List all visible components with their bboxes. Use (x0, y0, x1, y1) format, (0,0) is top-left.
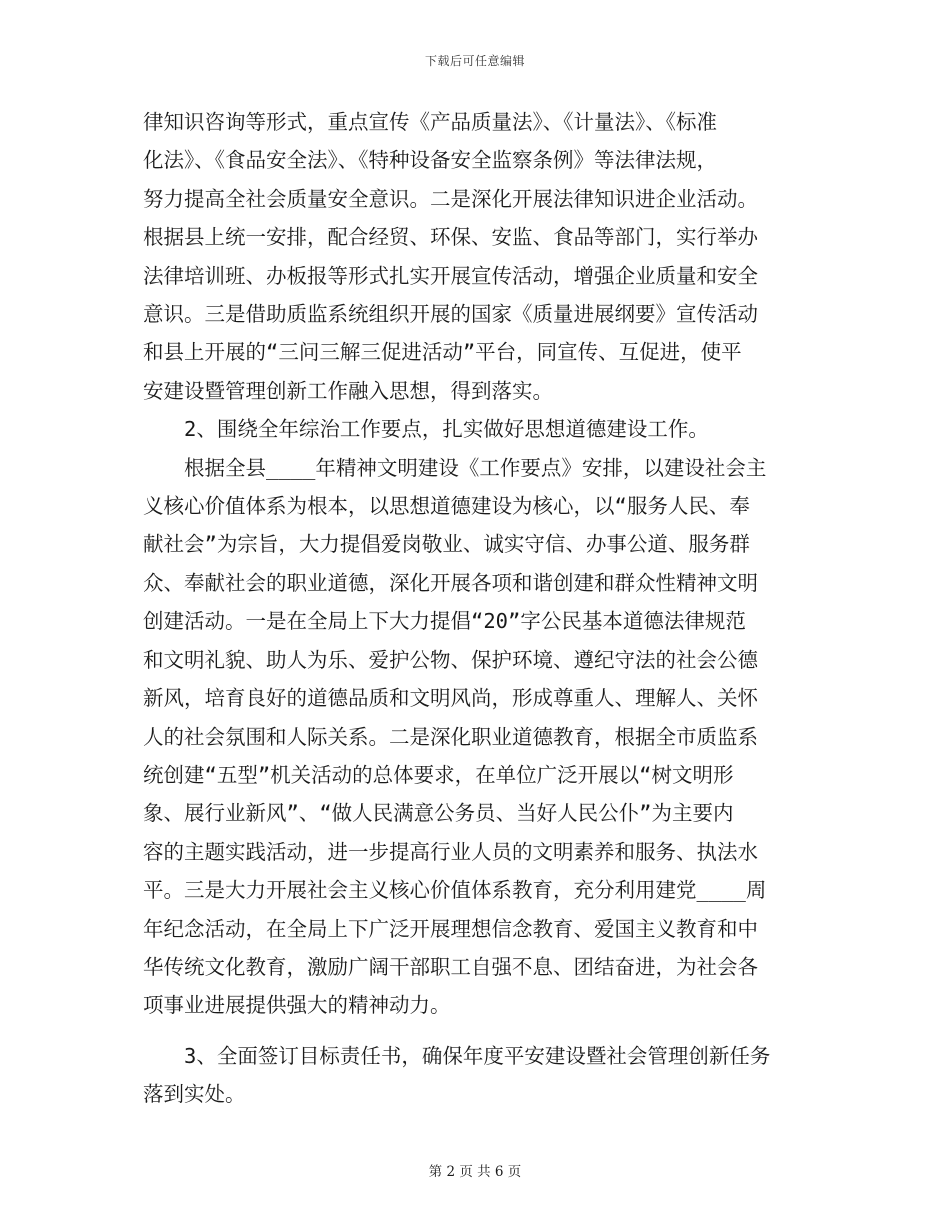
section-heading-2 (143, 410, 815, 448)
text-line: 人的社会氛围和人际关系。二是深化职业道德教育，根据全市质监系 (143, 724, 758, 749)
text-line: 和县上开展的“三问三解三促进活动”平台，同宣传、互促进，使平 (143, 340, 742, 365)
text-line: 华传统文化教育，激励广阔干部职工自强不息、团结奋进，为社会各 (143, 954, 758, 979)
document-body (143, 103, 815, 1114)
paragraph-1 (143, 103, 815, 410)
text-line: 努力提高全社会质量安全意识。二是深化开展法律知识进企业活动。 (143, 186, 758, 211)
text-line: 化法》、《食品安全法》、《特种设备安全监察条例》等法律法规， (143, 148, 717, 173)
text-line: 义核心价值体系为根本，以思想道德建设为核心，以“服务人民、奉 (143, 494, 750, 519)
text-line: 献社会”为宗旨，大力提倡爱岗敬业、诚实守信、办事公道、服务群 (143, 532, 750, 557)
page-header (0, 52, 950, 69)
text-line: 新风，培育良好的道德品质和文明风尚，形成尊重人、理解人、关怀 (143, 686, 758, 711)
header-note: 下载后可任意编辑 (424, 54, 525, 68)
text-line: 根据县上统一安排，配合经贸、环保、安监、食品等部门，实行举办 (143, 225, 758, 250)
page-footer (0, 1160, 950, 1180)
heading-text: 落到实处。 (143, 1082, 246, 1107)
text-line: 根据全县____年精神文明建设《工作要点》安排，以建设社会主 (143, 455, 767, 480)
heading-text: 2、围绕全年综治工作要点，扎实做好思想道德建设工作。 (143, 417, 709, 442)
text-line: 平。三是大力开展社会主义核心价值体系教育，充分利用建党____周 (143, 878, 767, 903)
text-line: 众、奉献社会的职业道德，深化开展各项和谐创建和群众性精神文明 (143, 570, 758, 595)
text-line: 法律培训班、办板报等形式扎实开展宣传活动，增强企业质量和安全 (143, 263, 758, 288)
text-line: 项事业进展提供强大的精神动力。 (143, 993, 451, 1018)
page-number-label: 第 2 页 共 6 页 (428, 1164, 522, 1180)
text-line: 安建设暨管理创新工作融入思想，得到落实。 (143, 378, 553, 403)
text-line: 律知识咨询等形式，重点宣传《产品质量法》、《计量法》、《标准 (143, 110, 717, 134)
text-line: 创建活动。一是在全局上下大力提倡“20”字公民基本道德法律规范 (143, 609, 746, 634)
heading-text: 3、全面签订目标责任书，确保年度平安建设暨社会管理创新任务 (143, 1043, 771, 1068)
text-line: 容的主题实践活动，进一步提高行业人员的文明素养和服务、执法水 (143, 839, 758, 864)
text-line: 象、展行业新风”、“做人民满意公务员、当好人民公仆”为主要内 (143, 801, 734, 826)
text-line: 意识。三是借助质监系统组织开展的国家《质量进展纲要》宣传活动 (143, 302, 758, 327)
text-line: 年纪念活动，在全局上下广泛开展理想信念教育、爱国主义教育和中 (143, 916, 758, 941)
paragraph-2 (143, 449, 815, 1025)
section-heading-3 (143, 1037, 815, 1114)
text-line: 统创建“五型”机关活动的总体要求，在单位广泛开展以“树文明形 (143, 762, 734, 787)
text-line: 和文明礼貌、助人为乐、爱护公物、保护环境、遵纪守法的社会公德 (143, 647, 758, 672)
